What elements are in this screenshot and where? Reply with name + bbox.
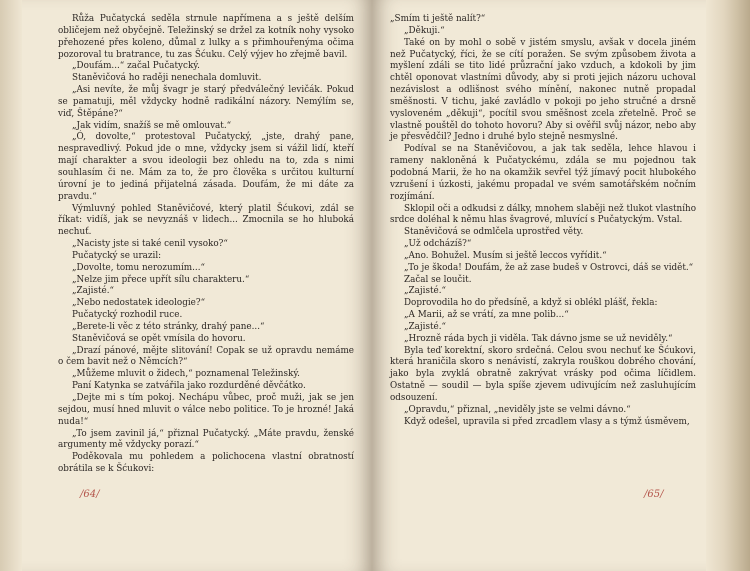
paragraph: „Zajisté.“	[404, 321, 447, 332]
paragraph: „Ano. Bohužel. Musím si ještě leccos vyřídit.“	[404, 250, 607, 261]
paragraph: „Opravdu,“ přiznal, „neviděly jste se velmi dávno.“	[404, 404, 631, 415]
paragraph: „Zajisté.“	[404, 286, 447, 297]
paragraph: Když odešel, upravila si před zrcadlem vlasy a s týmž úsměvem,	[404, 416, 690, 427]
paragraph: „Nebo nedostatek ideologie?“	[72, 298, 206, 309]
paragraph: „Nelze jim přece upřít sílu charakteru.“	[72, 274, 250, 285]
paragraph: „Děkuji.“	[404, 25, 445, 36]
page-edge-left	[0, 0, 22, 571]
paragraph: Pučatycký se urazil:	[72, 250, 162, 261]
paragraph: „Dovolte, tomu nerozumím...“	[72, 262, 206, 273]
page-edge-right	[706, 0, 750, 571]
paragraph: Růža Pučatycká seděla strnule napřímena a s ještě delším obličejem než obyčejně. Teležinský se držel za kotník nohy vysoko přehozené přes koleno, důmal z lulky a s přimhouřenýma očima pozoroval tu bratrance, tu zas Šćuku. Celý výjev ho zřejmě bavil.	[58, 14, 354, 60]
paragraph: „Dejte mi s tím pokoj. Nechápu vůbec, proč muži, jak se jen sejdou, musí hned mluvit o válce nebo politice. To je hrozné! Jaká nuda!“	[58, 393, 354, 427]
paragraph: „Smím ti ještě nalít?“	[390, 14, 486, 24]
paragraph: „Berete-li věc z této stránky, drahý pane...“	[72, 321, 265, 332]
left-page-text	[58, 14, 354, 476]
paragraph: Poděkovala mu pohledem a polichocena vlastní obratností obrátila se k Šćukovi:	[58, 452, 354, 475]
paragraph: Staněvičová ho raději nenechala domluvit.	[72, 73, 262, 84]
paragraph: Podíval se na Staněvičovou, a jak tak seděla, lehce hlavou i rameny nakloněná k Pučatyckému, zdála se mu pojednou tak podobná Marii, že ho na okamžik sevřel týž jímavý pocit hlubokého vzrušení i úzkosti, jakému propadal ve svém samotářském nočním rozjímání.	[390, 144, 696, 202]
paragraph: Výmluvný pohled Staněvičové, který platil Šćukovi, zdál se říkat: vidíš, jak se nevyznáš v lidech... Zmocnila se ho hluboká nechuť.	[58, 203, 354, 238]
paragraph: „Můžeme mluvit o židech,“ poznamenal Teležinský.	[72, 369, 300, 380]
left-page	[0, 0, 372, 571]
paragraph: „Nacisty jste si také cenil vysoko?“	[72, 239, 228, 250]
page-number-left: /64/	[80, 489, 100, 500]
paragraph: Začal se loučit.	[404, 274, 472, 285]
paragraph: Paní Katynka se zatvářila jako rozdurděné děvčátko.	[72, 381, 306, 392]
paragraph: Také on by mohl o sobě v jistém smyslu, avšak v docela jiném než Pučatycký, říci, že se cítí poražen. Se svým způsobem života a myšlení zdáli se tito lidé průzrační jako vzduch, a kdokoli by jim chtěl oponovat vlastními důvody, aby si proti jejich názoru uchoval nezávislost a odlišnost svého mínění, nakonec nutně propadal směšnosti. V tichu, jaké zavládlo v pokoji po jeho stručné a drsně vysloveném „děkuji“, pocítil svou směšnost zcela zřetelně. Proč se vlastně pouštěl do tohoto hovoru? Aby si ověřil svůj názor, nebo aby je přesvědčil? Jedno i druhé bylo stejně nesmyslné.	[390, 37, 696, 143]
paragraph: Doprovodila ho do předsíně, a když si oblékl plášť, řekla:	[404, 298, 658, 309]
paragraph: „Hrozně ráda bych ji viděla. Tak dávno jsme se už neviděly.“	[404, 333, 673, 344]
right-page	[372, 0, 750, 571]
paragraph: Sklopil oči a odkudsi z dálky, mnohem slaběji než tlukot vlastního srdce doléhal k němu hlas švagrové, mluvící s Pučatyckým. Vstal.	[390, 203, 696, 226]
paragraph: „To je škoda! Doufám, že až zase budeš v Ostrovci, dáš se vidět.“	[404, 262, 694, 273]
paragraph: Staněvičová se odmlčela uprostřed věty.	[404, 227, 584, 238]
paragraph: „Ó, dovolte,“ protestoval Pučatycký, „jste, drahý pane, nespravedlivý. Pokud jde o mne, vždycky jsem si vážil lidí, kteří mají charakter a svou ideologii bez ohledu na to, zda s nimi souhlasím či ne. Mám za to, že pro člověka s určitou kulturní úrovní je to jediná přijatelná zásada. Doufám, že mi dáte za pravdu.“	[58, 132, 354, 202]
paragraph: „Drazí pánové, mějte slitování! Copak se už opravdu nemáme o čem bavit než o Němcích?“	[58, 345, 354, 368]
paragraph: Byla teď korektní, skoro srdečná. Celou svou nechuť ke Šćukovi, která hraničila skoro s nenávistí, zakryla rouškou dobrého chování, jako byla zvyklá obratně zakrývat vrásky pod očima líčidlem. Ostatně — soudil — byla spíše zjevem udivujícím než zasluhujícím odsouzení.	[390, 345, 696, 403]
paragraph: Staněvičová se opět vmísila do hovoru.	[72, 333, 246, 344]
paragraph: „Už odcházíš?“	[404, 239, 472, 250]
paragraph: „Asi nevíte, že můj švagr je starý předválečný levičák. Pokud se pamatuji, měl vždycky hodně radikální názory. Nemýlím se, viď, Štěpáne?“	[58, 85, 354, 119]
right-page-text	[390, 14, 696, 429]
paragraph: „To jsem zavinil já,“ přiznal Pučatycký. „Máte pravdu, ženské argumenty mě vždycky porazí.“	[58, 428, 354, 451]
paragraph: „Zajisté.“	[72, 286, 115, 297]
paragraph: Pučatycký rozhodil ruce.	[72, 310, 183, 321]
page-number-right: /65/	[644, 489, 664, 500]
paragraph: „Jak vidím, snažíš se mě omlouvat.“	[72, 120, 232, 131]
paragraph: „A Marii, až se vrátí, za mne polib...“	[404, 310, 569, 321]
paragraph: „Doufám...“ začal Pučatycký.	[72, 61, 200, 72]
